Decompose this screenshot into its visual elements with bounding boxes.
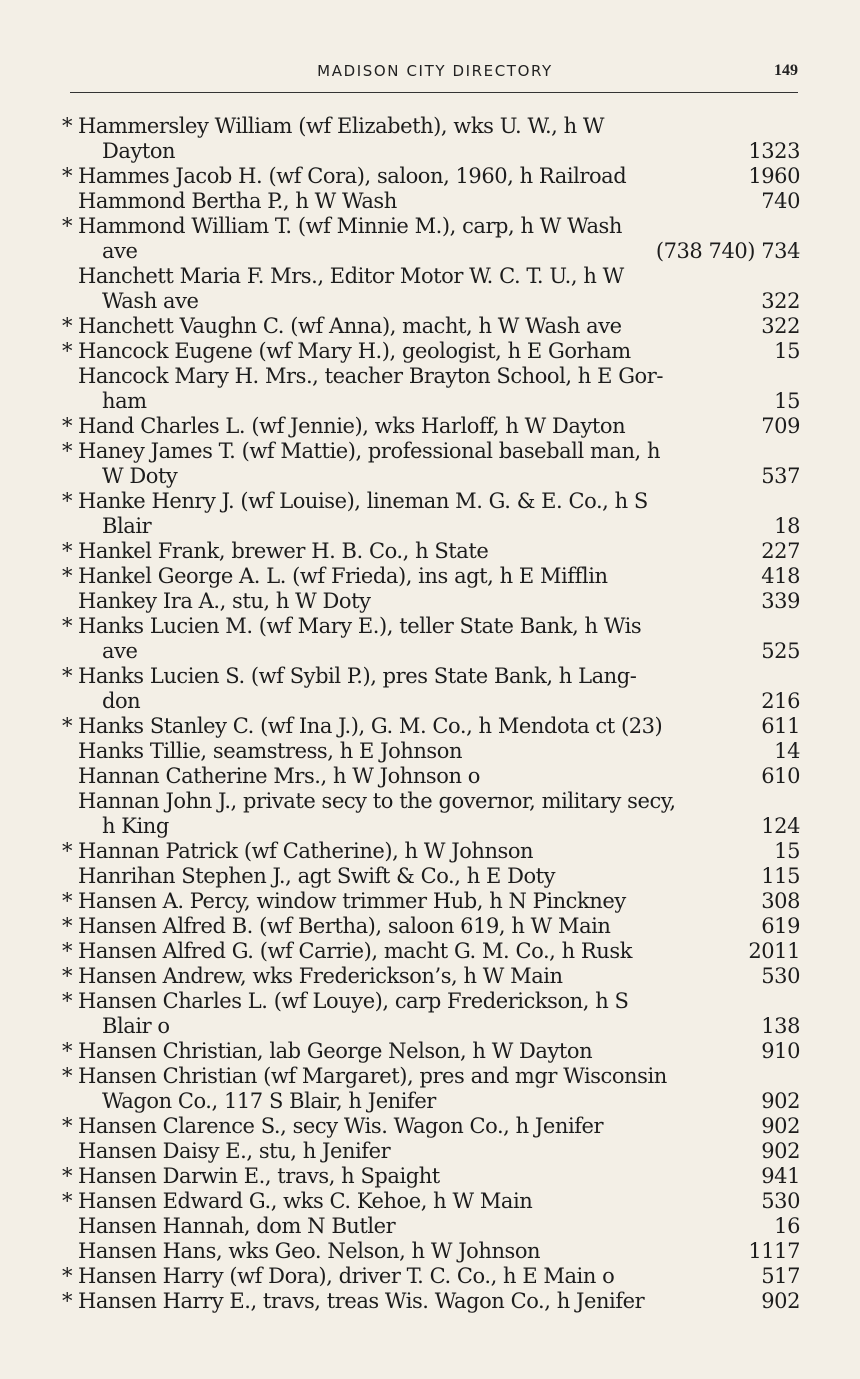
entry-text: Hansen Christian, lab George Nelson, h W Dayton [78,1039,593,1063]
entry-text: ham [102,389,147,413]
directory-entry [62,414,800,439]
entry-house-number: 15 [774,389,800,413]
entry-first-line [62,214,800,239]
entry-continuation-line [62,464,800,489]
entry-marker: * [62,489,73,513]
entry-marker: * [62,414,73,438]
entry-house-number: 124 [761,814,800,838]
running-head: MADISON CITY DIRECTORY [317,62,553,80]
entry-house-number: 537 [761,464,800,488]
entry-first-line [62,614,800,639]
entry-first-line [62,339,800,364]
entry-first-line [62,964,800,989]
directory-entry [62,1214,800,1239]
entry-text: h King [102,814,169,838]
entry-text: Hansen Christian (wf Margaret), pres and mgr Wisconsin [78,1064,667,1088]
entry-marker: * [62,839,73,863]
entry-marker: * [62,439,73,463]
entry-house-number: 530 [761,1189,800,1213]
entry-text: Haney James T. (wf Mattie), professional baseball man, h [78,439,661,463]
entry-house-number: 18 [774,514,800,538]
entry-house-number: 517 [761,1264,800,1288]
entry-continuation-line [62,689,800,714]
entry-continuation-line [62,139,800,164]
entry-text: Dayton [102,139,176,163]
entry-house-number: 308 [761,889,800,913]
entry-marker: * [62,714,73,738]
entry-text: Hansen Clarence S., secy Wis. Wagon Co., h Jenifer [78,1114,604,1138]
entry-text: Hannan Catherine Mrs., h W Johnson o [78,764,480,788]
entry-marker: * [62,1064,73,1088]
entry-house-number: 339 [761,589,800,613]
entry-house-number: 216 [761,689,800,713]
entry-first-line [62,314,800,339]
directory-entries [62,114,800,1314]
entry-text: Hanks Stanley C. (wf Ina J.), G. M. Co., h Mendota ct (23) [78,714,663,738]
entry-marker: * [62,1164,73,1188]
entry-text: Hanke Henry J. (wf Louise), lineman M. G. & E. Co., h S [78,489,648,513]
entry-text: don [102,689,141,713]
entry-marker: * [62,539,73,563]
entry-continuation-line [62,389,800,414]
entry-text: Hammond William T. (wf Minnie M.), carp, h W Wash [78,214,622,238]
directory-entry [62,1039,800,1064]
entry-marker: * [62,664,73,688]
entry-house-number: 902 [761,1114,800,1138]
entry-house-number: 418 [761,564,800,588]
entry-house-number: 15 [774,339,800,363]
entry-text: Hankel George A. L. (wf Frieda), ins agt, h E Mifflin [78,564,608,588]
entry-text: ave [102,639,138,663]
entry-marker: * [62,564,73,588]
entry-first-line [62,939,800,964]
directory-entry [62,564,800,589]
entry-first-line [62,714,800,739]
directory-entry [62,714,800,739]
entry-house-number: 740 [761,189,800,213]
entry-house-number: 322 [761,289,800,313]
entry-text: ave [102,239,138,263]
entry-first-line [62,364,800,389]
entry-house-number: 15 [774,839,800,863]
entry-house-number: 1117 [748,1239,800,1263]
entry-text: Hankey Ira A., stu, h W Doty [78,589,371,613]
entry-house-number: 530 [761,964,800,988]
entry-text: Hanchett Maria F. Mrs., Editor Motor W. C. T. U., h W [78,264,624,288]
directory-entry [62,789,800,839]
directory-entry [62,489,800,539]
page-header [70,60,800,86]
entry-first-line [62,489,800,514]
entry-house-number: 902 [761,1289,800,1313]
directory-entry [62,1064,800,1114]
entry-continuation-line [62,289,800,314]
entry-house-number: 902 [761,1139,800,1163]
directory-entry [62,539,800,564]
entry-text: W Doty [102,464,178,488]
entry-first-line [62,539,800,564]
directory-entry [62,664,800,714]
entry-marker: * [62,1189,73,1213]
entry-first-line [62,1164,800,1189]
entry-house-number: 941 [761,1164,800,1188]
entry-first-line [62,1239,800,1264]
entry-marker: * [62,214,73,238]
entry-first-line [62,589,800,614]
entry-text: Hansen Edward G., wks C. Kehoe, h W Main [78,1189,533,1213]
entry-text: Hannan Patrick (wf Catherine), h W Johnson [78,839,534,863]
entry-house-number: 611 [761,714,800,738]
directory-entry [62,989,800,1039]
entry-marker: * [62,989,73,1013]
entry-text: Hansen Alfred G. (wf Carrie), macht G. M. Co., h Rusk [78,939,632,963]
entry-first-line [62,864,800,889]
entry-house-number: 1960 [748,164,800,188]
directory-entry [62,614,800,664]
entry-text: Hansen Daisy E., stu, h Jenifer [78,1139,391,1163]
entry-marker: * [62,114,73,138]
entry-marker: * [62,1114,73,1138]
entry-text: Hammersley William (wf Elizabeth), wks U. W., h W [78,114,605,138]
entry-text: Wagon Co., 117 S Blair, h Jenifer [102,1089,436,1113]
entry-house-number: 619 [761,914,800,938]
entry-first-line [62,1264,800,1289]
entry-first-line [62,889,800,914]
directory-entry [62,439,800,489]
entry-text: Hanks Tillie, seamstress, h E Johnson [78,739,463,763]
entry-house-number: 910 [761,1039,800,1063]
entry-first-line [62,664,800,689]
entry-house-number: 227 [761,539,800,563]
entry-text: Hanks Lucien M. (wf Mary E.), teller State Bank, h Wis [78,614,642,638]
entry-marker: * [62,939,73,963]
directory-entry [62,314,800,339]
entry-marker: * [62,1039,73,1063]
entry-marker: * [62,339,73,363]
directory-entry [62,1289,800,1314]
entry-text: Blair o [102,1014,170,1038]
entry-text: Hanchett Vaughn C. (wf Anna), macht, h W Wash ave [78,314,622,338]
entry-first-line [62,114,800,139]
entry-first-line [62,1139,800,1164]
entry-text: Hansen Hans, wks Geo. Nelson, h W Johnson [78,1239,541,1263]
entry-text: Hansen Harry (wf Dora), driver T. C. Co., h E Main o [78,1264,615,1288]
entry-text: Hammond Bertha P., h W Wash [78,189,397,213]
entry-first-line [62,414,800,439]
entry-marker: * [62,1264,73,1288]
entry-text: Hansen A. Percy, window trimmer Hub, h N Pinckney [78,889,626,913]
directory-entry [62,164,800,189]
entry-first-line [62,1189,800,1214]
entry-first-line [62,1114,800,1139]
page-number: 149 [774,62,798,79]
directory-entry [62,114,800,164]
entry-continuation-line [62,639,800,664]
entry-house-number: 138 [761,1014,800,1038]
entry-first-line [62,1039,800,1064]
entry-marker: * [62,914,73,938]
directory-entry [62,589,800,614]
entry-house-number: 709 [761,414,800,438]
entry-text: Wash ave [102,289,199,313]
entry-first-line [62,1289,800,1314]
entry-house-number: 322 [761,314,800,338]
directory-entry [62,764,800,789]
directory-entry [62,364,800,414]
directory-entry [62,889,800,914]
entry-text: Blair [102,514,152,538]
directory-entry [62,864,800,889]
entry-text: Hancock Mary H. Mrs., teacher Brayton School, h E Gor- [78,364,663,388]
entry-text: Hansen Andrew, wks Frederickson’s, h W Main [78,964,563,988]
directory-entry [62,739,800,764]
directory-entry [62,339,800,364]
entry-text: Hansen Alfred B. (wf Bertha), saloon 619, h W Main [78,914,611,938]
entry-text: Hankel Frank, brewer H. B. Co., h State [78,539,489,563]
directory-entry [62,914,800,939]
entry-continuation-line [62,1089,800,1114]
entry-first-line [62,1214,800,1239]
entry-house-number: 16 [774,1214,800,1238]
directory-entry [62,839,800,864]
entry-text: Hanrihan Stephen J., agt Swift & Co., h E Doty [78,864,556,888]
entry-marker: * [62,314,73,338]
entry-first-line [62,739,800,764]
entry-continuation-line [62,814,800,839]
entry-house-number: 902 [761,1089,800,1113]
entry-continuation-line [62,1014,800,1039]
entry-first-line [62,439,800,464]
entry-house-number: 610 [761,764,800,788]
entry-house-number: (738 740) 734 [655,239,800,263]
entry-text: Hand Charles L. (wf Jennie), wks Harloff, h W Dayton [78,414,626,438]
directory-entry [62,264,800,314]
entry-marker: * [62,614,73,638]
entry-marker: * [62,1289,73,1313]
directory-entry [62,189,800,214]
entry-text: Hammes Jacob H. (wf Cora), saloon, 1960, h Railroad [78,164,627,188]
entry-text: Hansen Harry E., travs, treas Wis. Wagon Co., h Jenifer [78,1289,645,1313]
entry-first-line [62,914,800,939]
header-rule [70,92,798,93]
entry-house-number: 1323 [748,139,800,163]
entry-continuation-line [62,239,800,264]
entry-first-line [62,1064,800,1089]
directory-entry [62,1139,800,1164]
entry-text: Hansen Charles L. (wf Louye), carp Frederickson, h S [78,989,629,1013]
directory-entry [62,964,800,989]
entry-house-number: 115 [761,864,800,888]
entry-text: Hancock Eugene (wf Mary H.), geologist, h E Gorham [78,339,631,363]
directory-entry [62,939,800,964]
directory-entry [62,214,800,264]
entry-text: Hannan John J., private secy to the governor, military secy, [78,789,676,813]
directory-entry [62,1114,800,1139]
entry-first-line [62,189,800,214]
entry-first-line [62,989,800,1014]
entry-first-line [62,564,800,589]
entry-house-number: 2011 [748,939,800,963]
entry-marker: * [62,964,73,988]
entry-first-line [62,764,800,789]
entry-house-number: 14 [774,739,800,763]
entry-text: Hansen Darwin E., travs, h Spaight [78,1164,440,1188]
entry-first-line [62,264,800,289]
directory-entry [62,1189,800,1214]
entry-first-line [62,789,800,814]
entry-text: Hanks Lucien S. (wf Sybil P.), pres State Bank, h Lang- [78,664,637,688]
entry-first-line [62,164,800,189]
entry-first-line [62,839,800,864]
entry-house-number: 525 [761,639,800,663]
directory-entry [62,1239,800,1264]
entry-marker: * [62,889,73,913]
entry-continuation-line [62,514,800,539]
directory-entry [62,1164,800,1189]
entry-marker: * [62,164,73,188]
entry-text: Hansen Hannah, dom N Butler [78,1214,396,1238]
directory-entry [62,1264,800,1289]
